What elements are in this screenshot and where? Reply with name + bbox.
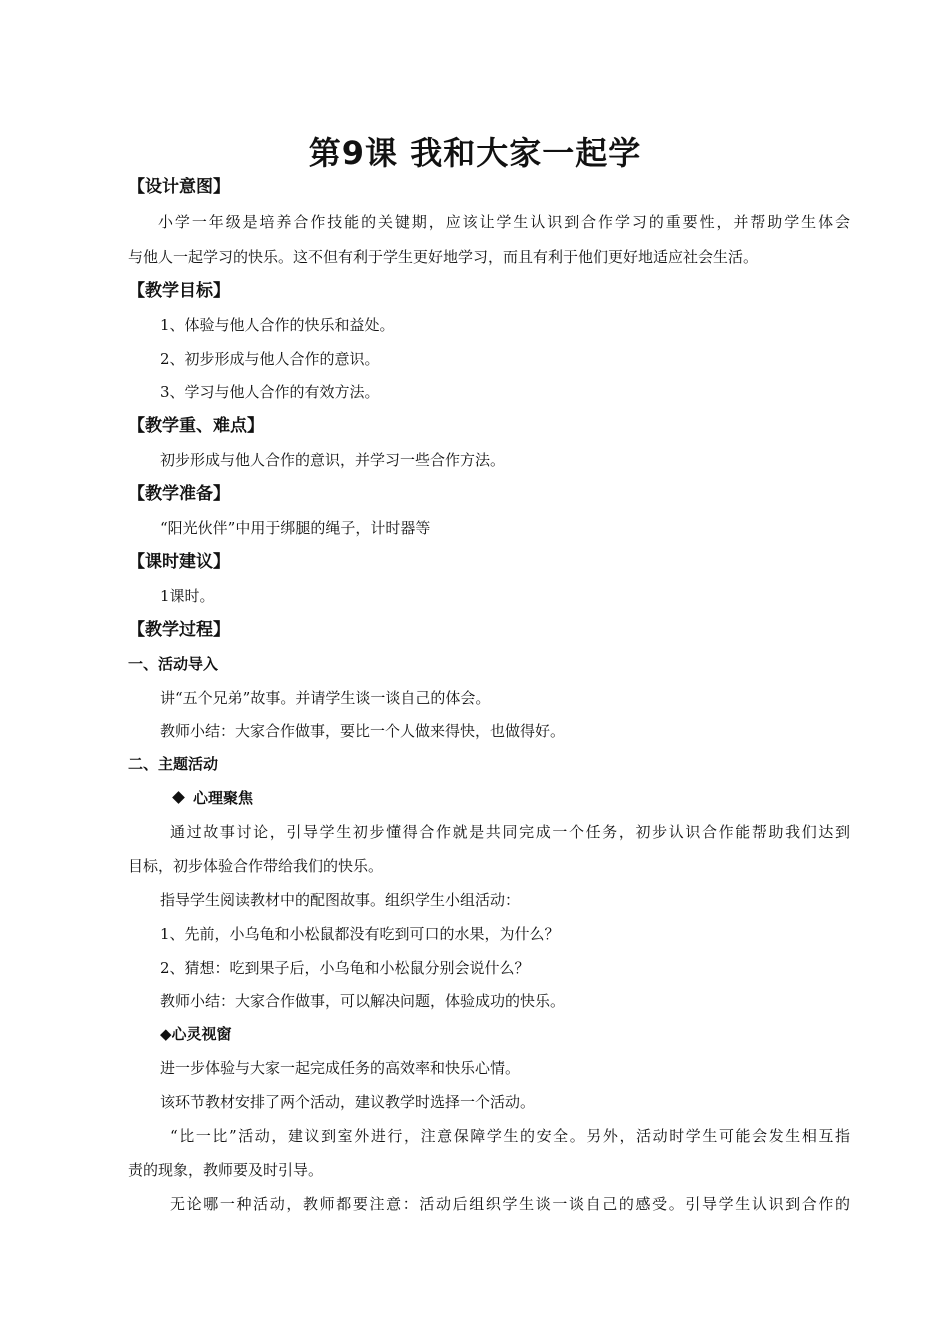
section-heading-preparation: 【教学准备】 — [128, 484, 230, 504]
paragraph-line: 目标，初步体验合作带给我们的快乐。 — [128, 857, 384, 875]
paragraph-line: 无论哪一种活动，教师都要注意：活动后组织学生谈一谈自己的感受。引导学生认识到合作的 — [170, 1195, 850, 1213]
section-heading-schedule: 【课时建议】 — [128, 552, 230, 572]
subsection-heading: 一、活动导入 — [128, 655, 219, 673]
focus-heading — [174, 788, 253, 808]
list-item: 3、学习与他人合作的有效方法。 — [160, 383, 380, 401]
paragraph-line: 该环节教材安排了两个活动，建议教学时选择一个活动。 — [160, 1093, 536, 1111]
window-heading: ◆心灵视窗 — [160, 1025, 232, 1043]
paragraph-line: 2、猜想：吃到果子后，小乌龟和小松鼠分别会说什么？ — [160, 959, 530, 977]
subsection-heading: 二、主题活动 — [128, 755, 219, 773]
paragraph-line: 教师小结：大家合作做事，可以解决问题，体验成功的快乐。 — [160, 992, 566, 1010]
focus-heading-label: 心理聚焦 — [193, 789, 254, 807]
paragraph-line: 责的现象，教师要及时引导。 — [128, 1161, 324, 1179]
section-heading-goals: 【教学目标】 — [128, 281, 230, 301]
paragraph-line: 讲“五个兄弟”故事。并请学生谈一谈自己的体会。 — [160, 689, 491, 707]
paragraph-line: 1课时。 — [160, 587, 215, 605]
list-item: 1、体验与他人合作的快乐和益处。 — [160, 316, 395, 334]
paragraph-line: 进一步体验与大家一起完成任务的高效率和快乐心情。 — [160, 1059, 521, 1077]
section-heading-key-points: 【教学重、难点】 — [128, 416, 264, 436]
section-heading-process: 【教学过程】 — [128, 620, 230, 640]
paragraph-line: “比一比”活动，建议到室外进行，注意保障学生的安全。另外，活动时学生可能会发生相互指 — [170, 1127, 850, 1145]
paragraph-line: 初步形成与他人合作的意识，并学习一些合作方法。 — [160, 451, 506, 469]
paragraph-line: 教师小结：大家合作做事，要比一个人做来得快，也做得好。 — [160, 722, 566, 740]
paragraph-line: 通过故事讨论，引导学生初步懂得合作就是共同完成一个任务，初步认识合作能帮助我们达到 — [170, 823, 850, 841]
paragraph-line: “阳光伙伴”中用于绑腿的绳子，计时器等 — [160, 519, 431, 537]
diamond-bullet-icon — [172, 791, 185, 804]
list-item: 2、初步形成与他人合作的意识。 — [160, 350, 380, 368]
paragraph-line: 与他人一起学习的快乐。这不但有利于学生更好地学习，而且有利于他们更好地适应社会生活。 — [128, 248, 759, 266]
paragraph-line: 小学一年级是培养合作技能的关键期，应该让学生认识到合作学习的重要性，并帮助学生体会 — [158, 213, 850, 231]
page-title: 第9课 我和大家一起学 — [308, 134, 642, 172]
paragraph-line: 1、先前，小乌龟和小松鼠都没有吃到可口的水果，为什么？ — [160, 925, 560, 943]
section-heading-design: 【设计意图】 — [128, 177, 230, 197]
paragraph-line: 指导学生阅读教材中的配图故事。组织学生小组活动： — [160, 891, 521, 909]
